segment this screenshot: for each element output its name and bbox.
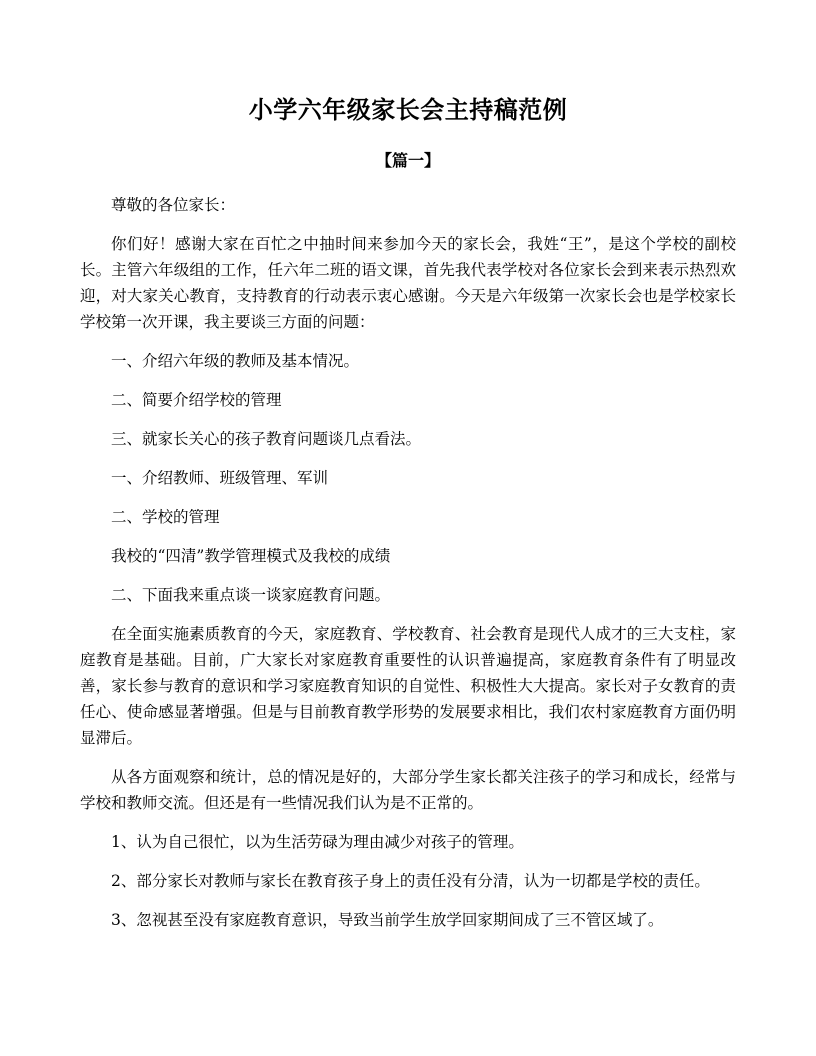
page-title: 小学六年级家长会主持稿范例 (248, 96, 568, 124)
paragraph-section-2-family-education: 二、下面我来重点谈一谈家庭教育问题。 (111, 585, 391, 604)
paragraph-section-1-teachers: 一、介绍教师、班级管理、军训 (111, 468, 329, 487)
paragraph-observation-summary: 从各方面观察和统计，总的情况是好的，大部分学生家长都关注孩子的学习和成长，经常与学校和教师交流。但还是有一些情况我们认为是不正常的。 (80, 767, 736, 812)
paragraph-problem-1: 1、认为自己很忙，以为生活劳碌为理由减少对孩子的管理。 (111, 832, 524, 851)
paragraph-problem-3: 3、忽视甚至没有家庭教育意识，导致当前学生放学回家期间成了三不管区域了。 (111, 910, 664, 929)
paragraph-agenda-item-1: 一、介绍六年级的教师及基本情况。 (111, 351, 360, 370)
document-body (80, 170, 736, 933)
paragraph-salutation: 尊敬的各位家长： (111, 195, 236, 214)
paragraph-opening-greeting: 你们好！感谢大家在百忙之中抽时间来参加今天的家长会，我姓“王”，是这个学校的副校长。主管六年级组的工作，任六年二班的语文课，首先我代表学校对各位家长会到来表示热烈欢迎，对大家关心教育，支持教育的行动表示衷心感谢。今天是六年级第一次家长会也是学校家长学校第一次开课，我主要谈三方面的问题： (80, 234, 736, 331)
document-subtitle: 【篇一】 (375, 150, 440, 170)
paragraph-agenda-item-2: 二、简要介绍学校的管理 (111, 390, 282, 409)
paragraph-agenda-item-3: 三、就家长关心的孩子教育问题谈几点看法。 (111, 429, 422, 448)
paragraph-siqing-model: 我校的“四清”教学管理模式及我校的成绩 (111, 546, 391, 565)
paragraph-section-2-school-management: 二、学校的管理 (111, 507, 220, 526)
document-content-column (80, 0, 736, 933)
paragraph-problem-2: 2、部分家长对教师与家长在教育孩子身上的责任没有分清，认为一切都是学校的责任。 (111, 871, 710, 890)
paragraph-quality-education-body: 在全面实施素质教育的今天，家庭教育、学校教育、社会教育是现代人成才的三大支柱，家庭教育是基础。目前，广大家长对家庭教育重要性的认识普遍提高，家庭教育条件有了明显改善，家长参与教育的意识和学习家庭教育知识的自觉性、积极性大大提高。家长对子女教育的责任心、使命感显著增强。但是与目前教育教学形势的发展要求相比，我们农村家庭教育方面仍明显滞后。 (80, 624, 736, 747)
